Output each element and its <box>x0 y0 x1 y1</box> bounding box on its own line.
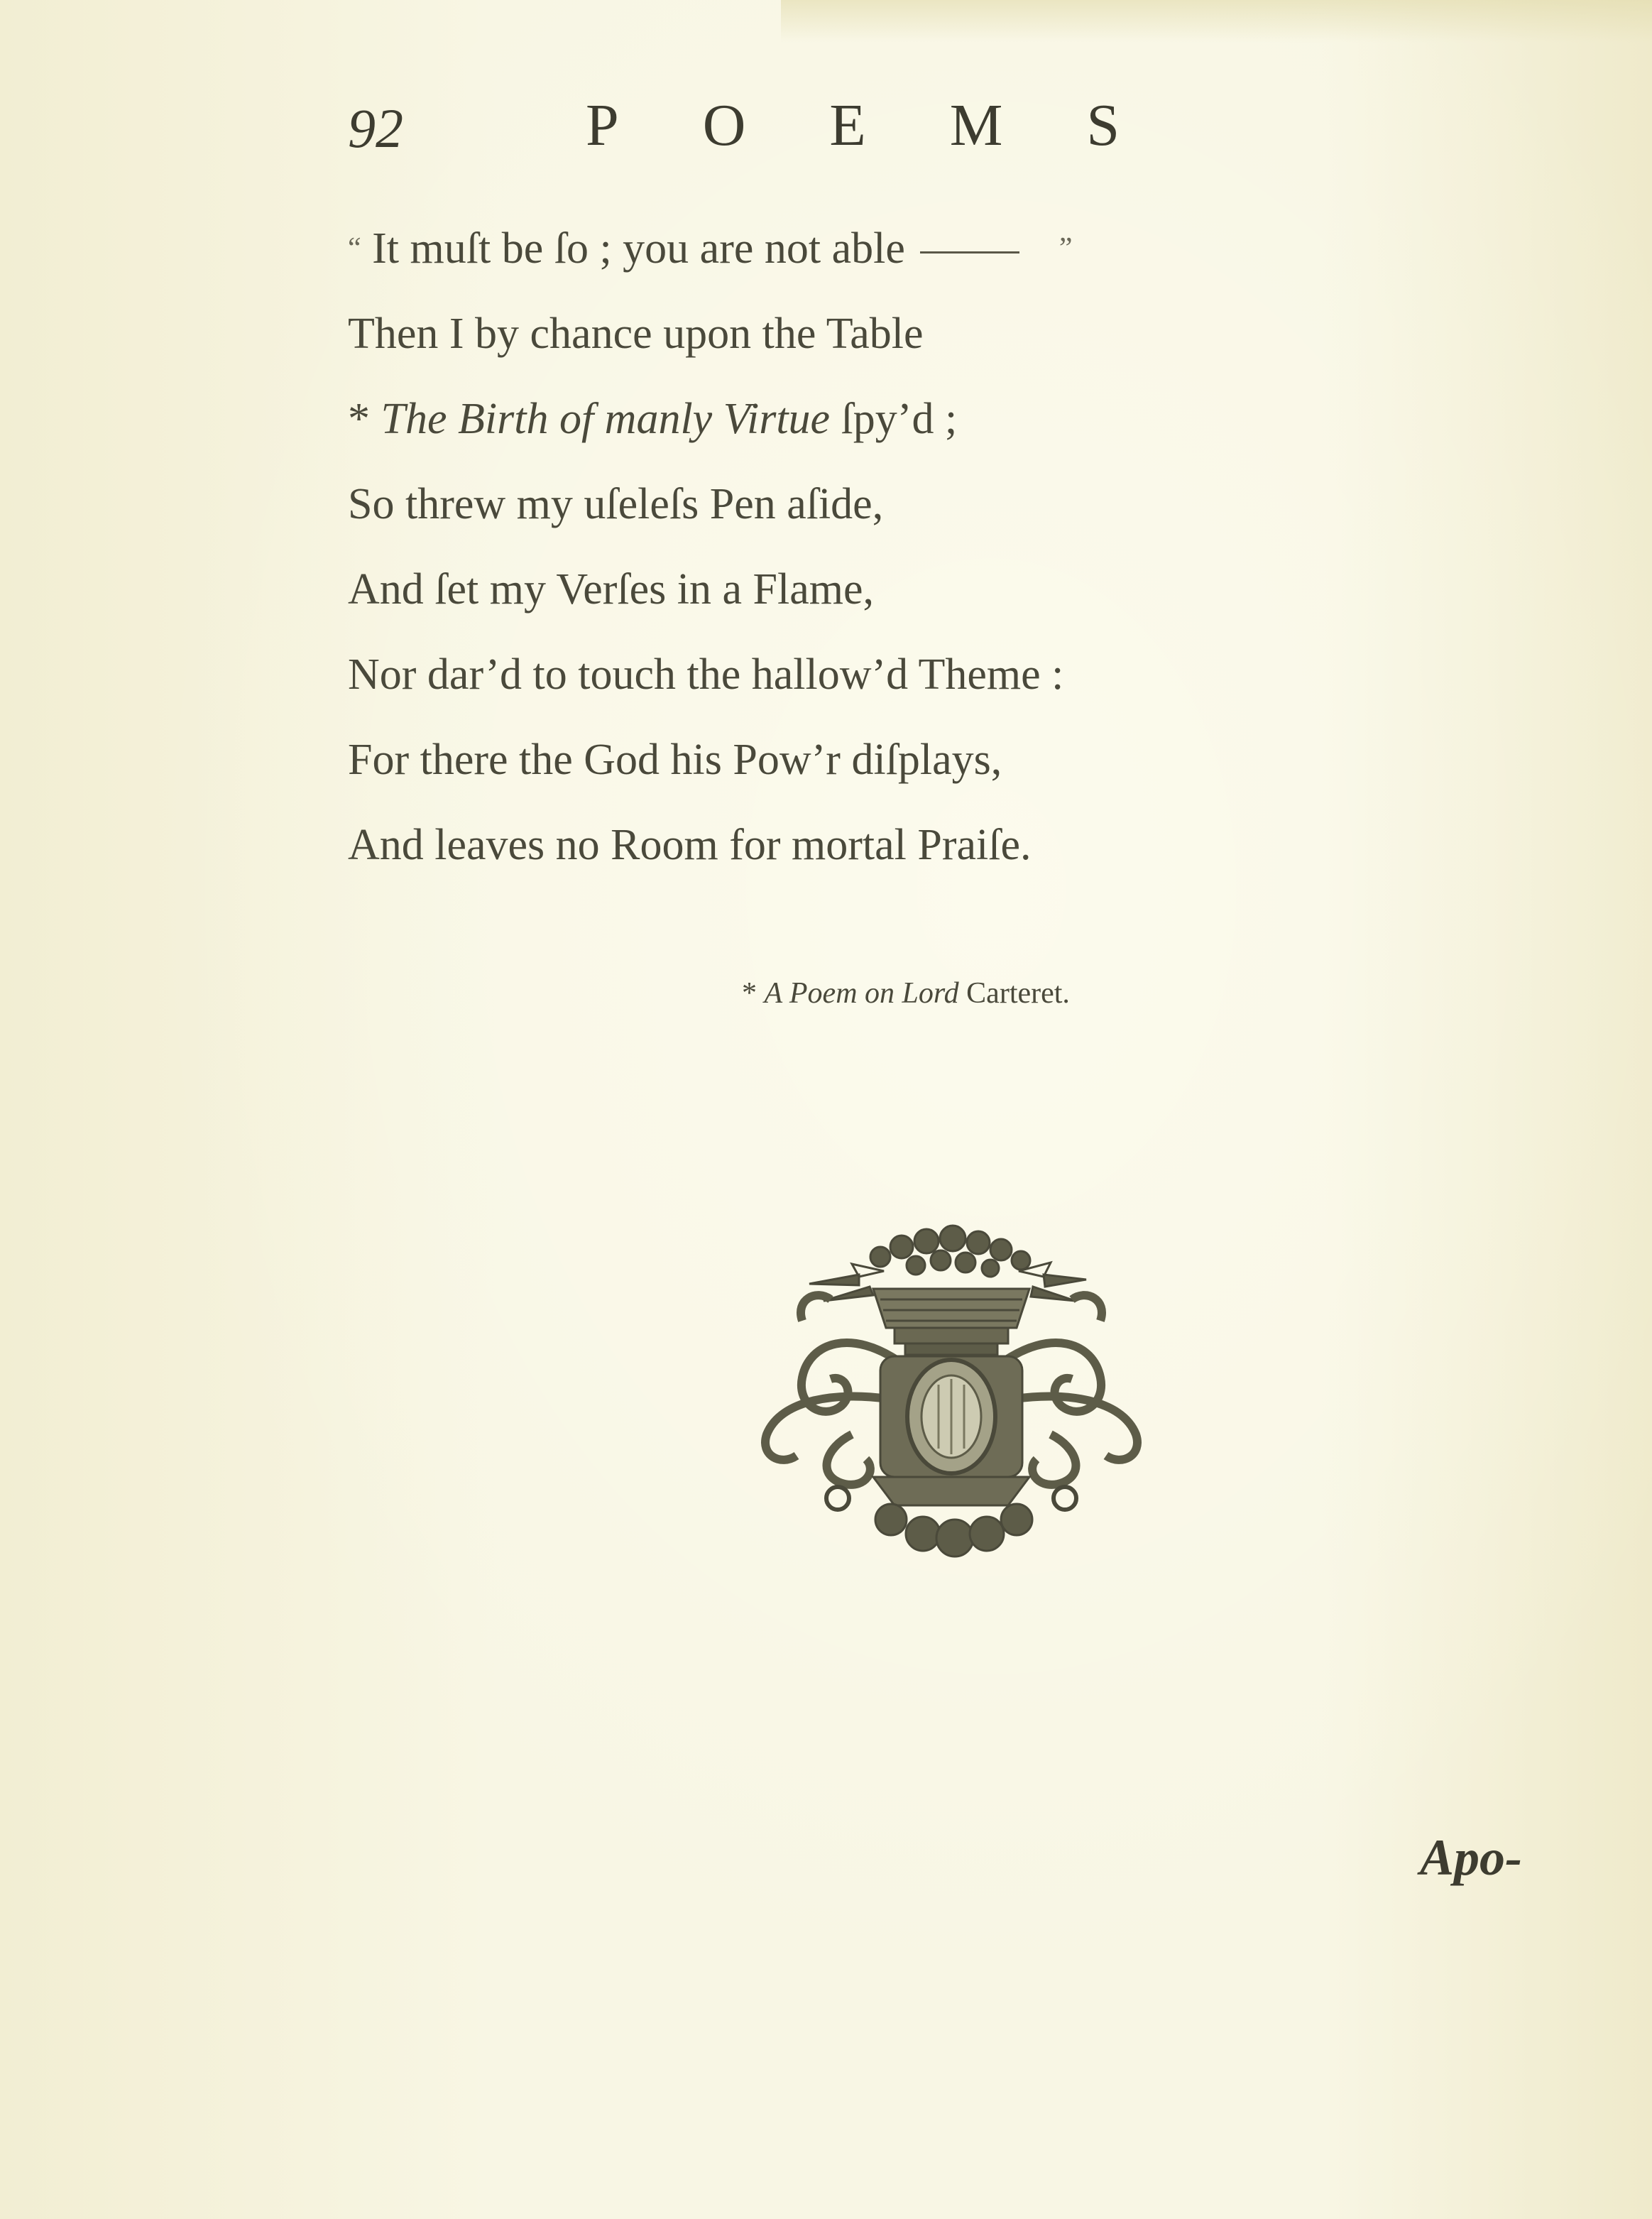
dash-rule <box>920 251 1019 253</box>
poem-line-2 <box>348 291 1271 376</box>
flower-basket-ornament-icon <box>753 1221 1150 1562</box>
poem-line-8 <box>348 802 1271 888</box>
running-title: POEMS <box>586 92 1204 158</box>
poem-line-rest: ſpy’d ; <box>830 395 958 443</box>
poem-line-text: And ſet my Verſes in a Flame, <box>348 565 875 614</box>
poem-line-text: For there the God his Pow’r diſplays, <box>348 736 1002 784</box>
poem-line-text: Nor dar’d to touch the hallow’d Theme : <box>348 650 1064 699</box>
poem-line-5 <box>348 547 1271 632</box>
footnote <box>742 976 1070 1010</box>
catchword: Apo- <box>1420 1829 1522 1886</box>
basket-icon <box>873 1289 1029 1355</box>
footnote-marker: * <box>348 395 370 443</box>
poem-line-3 <box>348 376 1271 462</box>
pendant-icon <box>826 1477 1076 1556</box>
open-quote: “ <box>348 232 361 265</box>
poem-text <box>348 206 1271 888</box>
cartouche-icon <box>880 1356 1022 1477</box>
poem-line-text: So threw my uſeleſs Pen aſide, <box>348 480 884 528</box>
page-number: 92 <box>348 97 403 159</box>
poem-line-4 <box>348 462 1271 547</box>
footnote-marker: * <box>742 977 757 1010</box>
footnote-name: Carteret. <box>966 977 1070 1010</box>
page-edge-shadow <box>781 0 1652 43</box>
poem-line-1 <box>348 206 1271 291</box>
running-head <box>348 91 1235 162</box>
poem-line-6 <box>348 632 1271 717</box>
close-quote: ” <box>1059 232 1073 265</box>
footnote-italic: A Poem on Lord <box>764 977 959 1010</box>
italic-title: The Birth of manly Virtue <box>381 395 831 443</box>
poem-line-text: Then I by chance upon the Table <box>348 310 924 358</box>
poem-line-7 <box>348 717 1271 802</box>
poem-line-text: And leaves no Room for mortal Praiſe. <box>348 821 1032 869</box>
poem-line-text: It muſt be ſo ; you are not able <box>372 224 905 273</box>
